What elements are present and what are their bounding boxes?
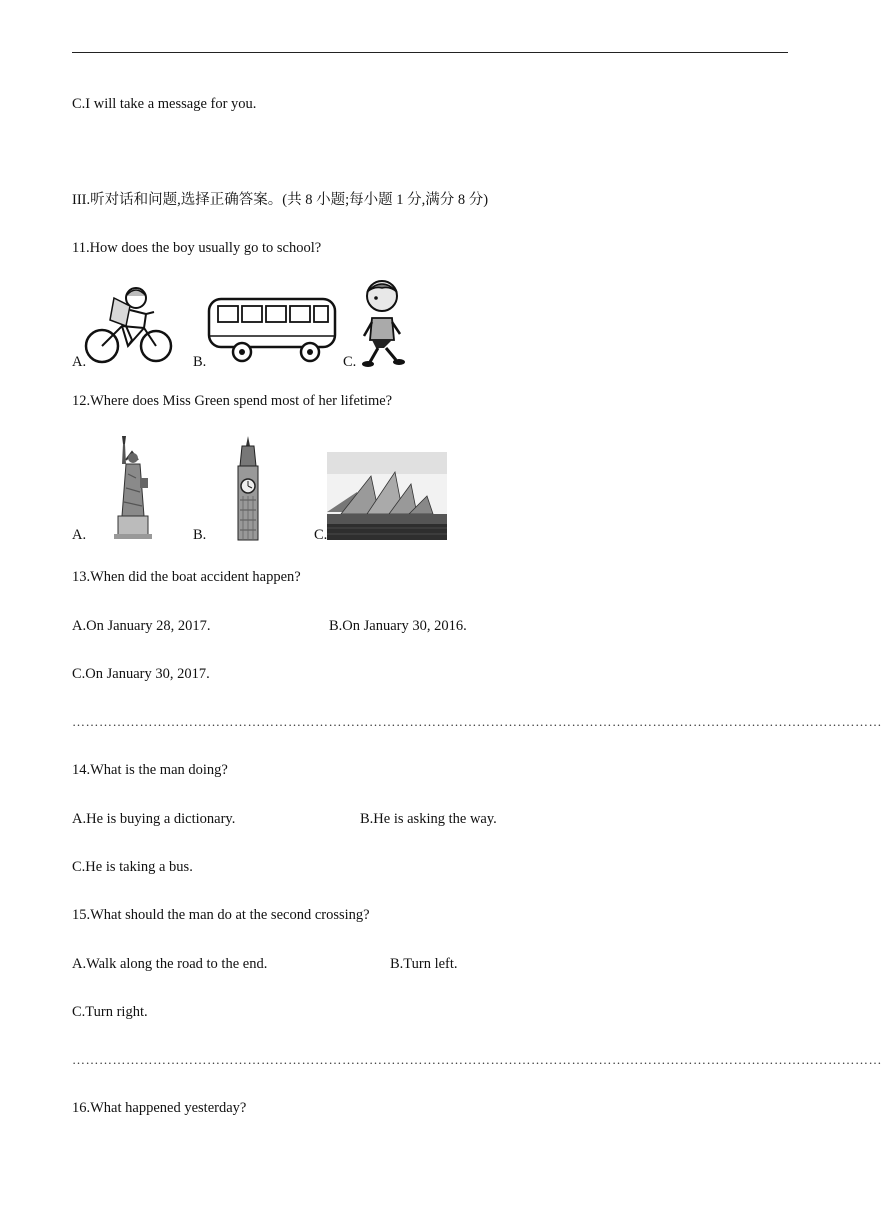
q13-question: 13.When did the boat accident happen? xyxy=(72,569,301,585)
prev-option-c: C.I will take a message for you. xyxy=(72,96,257,112)
q16-question: 16.What happened yesterday? xyxy=(72,1100,247,1116)
q13-option-b: B.On January 30, 2016. xyxy=(329,618,467,634)
q13-option-c: C.On January 30, 2017. xyxy=(72,666,210,682)
q14-option-b: B.He is asking the way. xyxy=(360,811,497,827)
q11-label-a: A. xyxy=(72,354,87,370)
q11-label-c: C. xyxy=(343,354,357,370)
separator-dots: ……………………………………………………………………………………………………………………………………………………………… xyxy=(72,1052,882,1067)
q11-label-b: B. xyxy=(193,354,207,370)
q12-label-a: A. xyxy=(72,527,87,543)
q11-question: 11.How does the boy usually go to school? xyxy=(72,240,322,256)
q15-question: 15.What should the man do at the second crossing? xyxy=(72,907,370,923)
q12-label-c: C. xyxy=(314,527,328,543)
q13-option-a: A.On January 28, 2017. xyxy=(72,618,211,634)
header-rule xyxy=(72,52,788,53)
separator-dots: ……………………………………………………………………………………………………………………………………………………………… xyxy=(72,714,882,729)
q14-option-a: A.He is buying a dictionary. xyxy=(72,811,236,827)
q15-option-b: B.Turn left. xyxy=(390,956,458,972)
statue-of-liberty-icon xyxy=(108,434,156,540)
q12-question: 12.Where does Miss Green spend most of her lifetime? xyxy=(72,393,393,409)
q14-question: 14.What is the man doing? xyxy=(72,762,228,778)
q12-label-b: B. xyxy=(193,527,207,543)
q15-option-a: A.Walk along the road to the end. xyxy=(72,956,268,972)
bicycle-rider-icon xyxy=(84,284,176,368)
walking-boy-icon xyxy=(354,278,408,368)
big-ben-icon xyxy=(230,436,266,540)
section-heading: III.听对话和问题,选择正确答案。(共 8 小题;每小题 1 分,满分 8 分) xyxy=(72,192,489,208)
q15-option-c: C.Turn right. xyxy=(72,1004,148,1020)
sydney-opera-house-icon xyxy=(327,452,447,540)
bus-icon xyxy=(206,296,340,366)
q14-option-c: C.He is taking a bus. xyxy=(72,859,193,875)
